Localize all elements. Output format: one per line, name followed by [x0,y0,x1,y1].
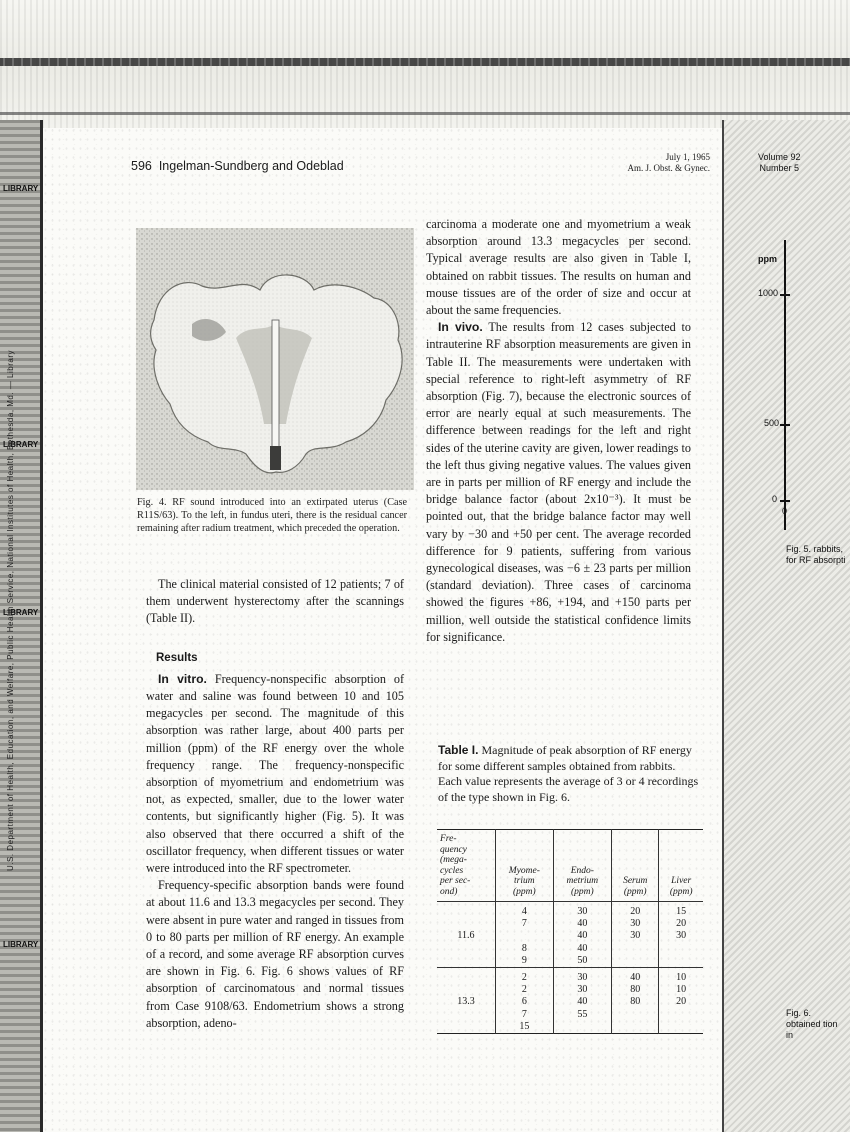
table-cell: 10 [659,968,703,985]
table-cell: 30 [553,968,611,985]
running-head [131,159,344,173]
running-head-authors: Ingelman-Sundberg and Odeblad [158,159,344,173]
table-cell: 80 [612,996,659,1008]
table-cell [437,984,496,996]
table-cell [553,1021,611,1034]
table-cell: 40 [553,996,611,1008]
table-cell: 8 [496,943,554,955]
library-stamp-mark: LIBRARY [3,608,39,617]
table-1 [437,829,703,1034]
left-text-column [146,576,404,1032]
table-cell: 13.3 [457,996,475,1008]
table-row [437,902,703,919]
in-vitro-text: Frequency-nonspecific absorption of water and saline was found between 10 and 105 megacycles per second. The magnitude of this absorption was rather large, about 400 parts per million (ppm) of the RF energy over the whole frequency range. The frequency-nonspecific absorption of myometrium and endometrium was not, as expected, smaller, due to the lower water contents, but significantly higher (Fig. 5). It was also observed that there occurred a shift of the oscillator frequency, when different tissues or water were introduced into the RF spectrometer. [146,671,404,876]
fig6-caption-fragment: Fig. 6. obtained tion in [786,1008,838,1040]
table-cell: 20 [612,902,659,919]
table-cell: 15 [496,1021,554,1034]
facing-volume [758,152,801,174]
figure-4-caption: Fig. 4. RF sound introduced into an extirpated uterus (Case R11S/63). To the left, in fundus uteri, there is the residual cancer remaining after radium treatment, which preceded the operation. [137,497,407,534]
table-row [437,943,703,955]
axis-tick [780,424,790,426]
right-text-column [426,216,691,646]
table-cell: 40 [553,918,611,930]
table-cell [612,1009,659,1021]
table-cell: 80 [612,984,659,996]
table-cell: 30 [612,918,659,930]
table-row [437,955,703,968]
paragraph-in-vivo [426,319,691,646]
table-cell: 30 [553,984,611,996]
table-cell [612,943,659,955]
issue-info [560,152,710,174]
axis-tick [780,500,790,502]
table-cell: 10 [659,984,703,996]
table-cell [659,1009,703,1021]
paragraph-frequency-specific: Frequency-specific absorption bands were found at about 11.6 and 13.3 megacycles per second. They were absent in pure water and ranged in tissues from 0 to 80 parts per million of RF energy. An example of a record, and some average RF absorption curves are shown in Fig. 6. Fig. 6 shows values of RF absorption of carcinomatous and normal tissues from Case 9108/63. Endometrium shows a strong absorption, adeno- [146,878,404,1030]
table-cell [659,943,703,955]
table-cell [659,1021,703,1034]
table-cell: 30 [553,902,611,919]
table-cell: 4 [496,902,554,919]
table-cell [496,930,554,942]
table-cell [437,955,496,968]
facing-page-fragment [722,120,850,1132]
table-cell [659,955,703,968]
col-header-serum: Serum (ppm) [612,830,659,902]
table-row [437,968,703,985]
table-cell: 15 [659,902,703,919]
in-vivo-runin: In vivo. [438,320,483,335]
table-cell: 30 [612,930,659,942]
uterus-specimen-image [136,228,414,490]
table-cell: 40 [612,968,659,985]
table-cell [437,902,496,919]
table-1-title [438,743,700,805]
axis-tick-label: 500 [764,418,780,428]
top-rule-line-2 [0,112,850,115]
table-cell: 11.6 [457,930,475,942]
top-rule-line [0,58,850,66]
library-stamp-mark: LIBRARY [3,940,39,949]
fig5-caption-fragment: Fig. 5. rabbits, for RF absorpti [786,544,846,565]
table-cell: 50 [553,955,611,968]
table-row [437,984,703,996]
col-header-frequency: Fre- quency (mega- cycles per sec- ond) [437,830,496,902]
paragraph-continuation: carcinoma a moderate one and myometrium a weak absorption around 13.3 megacycles per second. Typical average results are also given in Table I, obtained on rabbit tissues. The results on human and mouse tissues are of the order of size and occur at about the same frequencies. [426,217,691,318]
paragraph-clinical-material: The clinical material consisted of 12 patients; 7 of them underwent hysterectomy after the scannings (Table II). [146,577,404,626]
table-cell: 20 [659,918,703,930]
table-cell [437,918,496,930]
table-cell [437,1009,496,1021]
table-cell: 20 [659,996,703,1008]
table-1-title-text: Magnitude of peak absorption of RF energy for some different samples obtained from rabbits. Each value represents the average of 3 or 4 recordings of the type shown in Fig. 6. [438,743,699,804]
results-heading: Results [156,651,198,664]
table-cell [437,968,496,985]
axis-unit: ppm [758,254,777,264]
col-header-endometrium: Endo- metrium (ppm) [553,830,611,902]
table-row [437,1021,703,1034]
table-cell: 2 [496,968,554,985]
table-cell [437,1021,496,1034]
library-stamp-mark: LIBRARY [3,440,39,449]
table-cell: 9 [496,955,554,968]
table-1-label: Table I. [438,743,479,757]
table-row [437,996,703,1008]
table-cell: 40 [553,943,611,955]
axis-tick-label: 0 [772,494,778,504]
table-cell: 2 [496,984,554,996]
col-header-liver: Liver (ppm) [659,830,703,902]
table-cell: 6 [496,996,554,1008]
axis-tick [780,294,790,296]
table-cell: 7 [496,918,554,930]
table-cell [437,943,496,955]
table-cell: 7 [496,1009,554,1021]
chart-axis [784,240,786,530]
table-row [437,1009,703,1021]
axis-origin-label: 0 [782,506,788,516]
number-label: Number 5 [759,162,800,173]
paragraph-in-vitro [146,671,404,877]
journal-abbrev: Am. J. Obst. & Gynec. [627,162,710,173]
table-cell [612,955,659,968]
page-number: 596 [131,159,152,173]
axis-tick-label: 1000 [758,288,779,298]
table-cell: 40 [553,930,611,942]
library-stamp-notice: U.S. Department of Health, Education, and Welfare, Public Health Service, National Institutes of Health, Bethesda, Md. — Library [6,350,15,871]
library-stamp-strip [0,120,43,1132]
col-header-myometrium: Myome- trium (ppm) [496,830,554,902]
table-header-row [437,830,703,902]
volume-label: Volume 92 [758,152,801,162]
table-row [437,930,703,942]
library-stamp-mark: LIBRARY [3,184,39,193]
table-cell: 55 [553,1009,611,1021]
table-cell [612,1021,659,1034]
table-cell: 30 [659,930,703,942]
table-row [437,918,703,930]
figure-4-photo [136,228,414,490]
in-vitro-runin: In vitro. [158,671,207,686]
in-vivo-text: The results from 12 cases subjected to intrauterine RF absorption measurements are given in Table II. The measurements were undertaken with special reference to right-left asymmetry of RF absorption (Fig. 7), because the electronic sources of error are nearly equal at such measurements. The difference between readings for the left and right sides of the uterine cavity are given, lower readings to the left thus giving negative values. The values given are in parts per million of RF energy and include the bridge balance factor (about 2x10⁻³). It must be pointed out, that the bridge balance factor may well vary by −30 and +50 per cent. The average recorded difference for 9 patients, suffering from various gynecological diseases, was −6 ± 23 parts per million (standard deviation). Three cases of carcinoma showed the figures +86, +194, and +150 parts per million, well outside the statistical confidence limits for significance. [426,320,692,644]
issue-date: July 1, 1965 [665,152,710,162]
